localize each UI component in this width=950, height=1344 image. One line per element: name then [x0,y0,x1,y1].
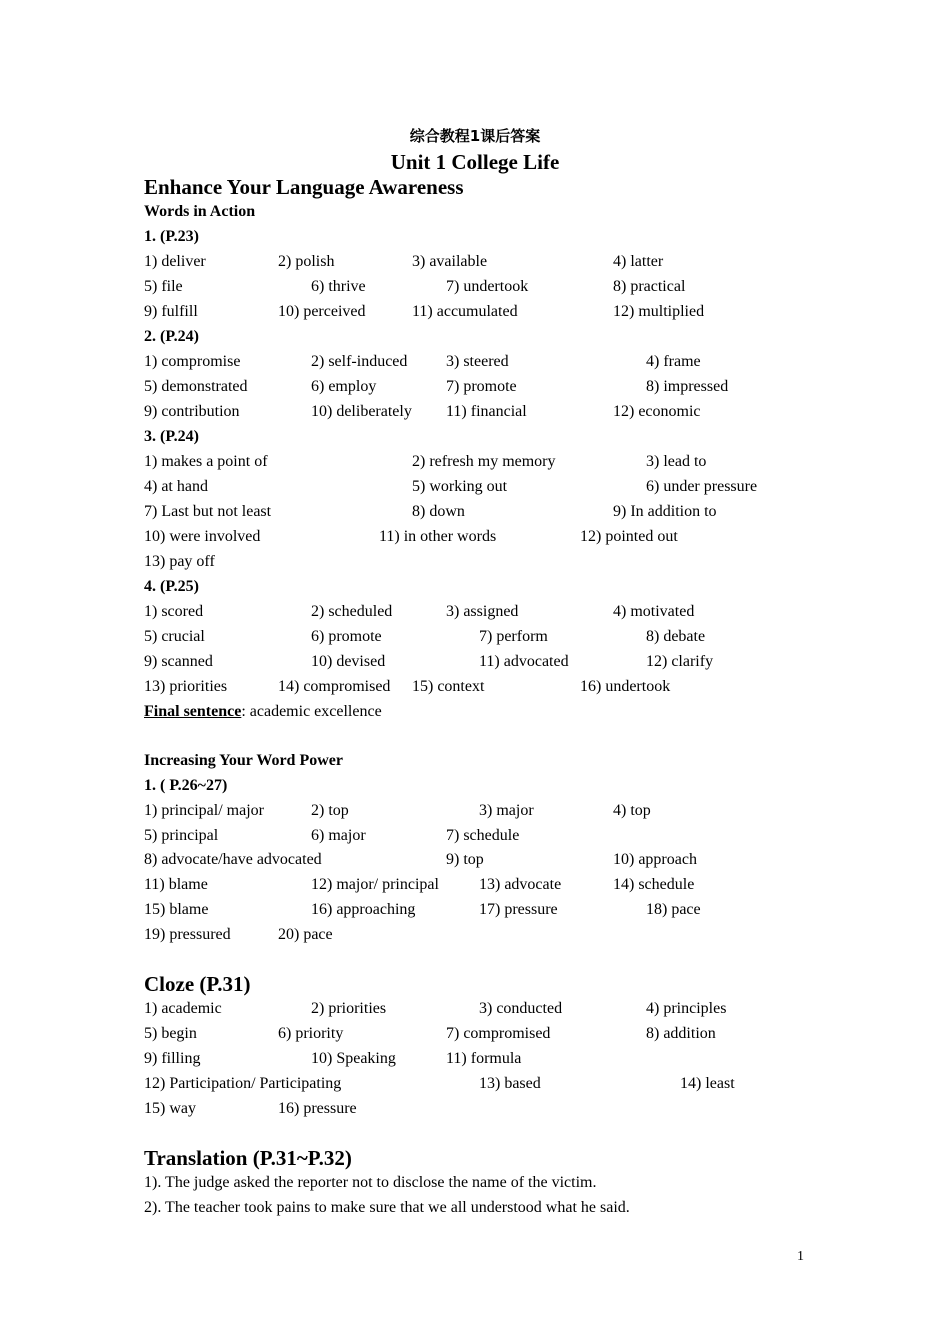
answer: 5) demonstrated [144,378,248,395]
answer: 10) deliberately [311,403,412,420]
answer: 12) Participation/ Participating [144,1075,342,1092]
answer: 2) polish [278,253,335,270]
answer: 1) compromise [144,353,241,370]
answer-row [0,922,950,947]
answer: 4) principles [646,1000,727,1017]
answer: 13) pay off [144,553,215,570]
answer: 5) working out [412,478,508,495]
answer: 9) contribution [144,403,240,420]
answer: 12) clarify [646,653,714,670]
answer: 12) major/ principal [311,876,439,893]
page-number: 1 [797,1249,804,1264]
answer: 4) frame [646,353,701,370]
translation-text: 2). The teacher took pains to make sure that we all understood what he said. [144,1199,630,1216]
answer-row [0,1096,950,1121]
answer: 2) priorities [311,1000,387,1017]
answer: 11) accumulated [412,303,518,320]
answer-row [0,249,950,274]
answer: 15) blame [144,901,209,918]
answer: 11) financial [446,403,527,420]
unit-title: Unit 1 College Life [390,150,560,174]
answer: 1) academic [144,1000,222,1017]
answer: 2) top [311,802,349,819]
exercise-label [0,773,950,798]
answer: 11) in other words [379,528,497,545]
answer: 5) file [144,278,183,295]
answer: 6) priority [278,1025,344,1042]
answer: 18) pace [646,901,701,918]
answer: 8) addition [646,1025,716,1042]
answer: 11) blame [144,876,208,893]
answer: 10) devised [311,653,386,670]
answer: 10) were involved [144,528,261,545]
answer-row [0,1021,950,1046]
answer-row [0,798,950,823]
answer: 9) top [446,851,484,868]
answer: 12) economic [613,403,701,420]
answer-row [0,674,950,699]
answer: 11) formula [446,1050,522,1067]
answer: 7) compromised [446,1025,551,1042]
exercise-label [0,324,950,349]
answer: 6) employ [311,378,377,395]
answer: 3) lead to [646,453,707,470]
answer: 13) priorities [144,678,228,695]
answer: 3) conducted [479,1000,563,1017]
answer-row [0,274,950,299]
answer-row [0,823,950,848]
answer: 16) approaching [311,901,416,918]
answer-row [0,1046,950,1071]
answer: 8) practical [613,278,686,295]
answer: 2) scheduled [311,603,393,620]
answer: 7) perform [479,628,548,645]
subheading-text: Increasing Your Word Power [144,752,343,769]
answer: 9) filling [144,1050,201,1067]
answer: 8) advocate/have advocated [144,851,322,868]
answer: 9) fulfill [144,303,198,320]
answer-row [0,374,950,399]
answer-row [0,299,950,324]
answer: 8) down [412,503,465,520]
section-heading-enhance: Enhance Your Language Awareness [144,175,464,199]
translation-text: 1). The judge asked the reporter not to disclose the name of the victim. [144,1174,597,1191]
answer: 16) undertook [580,678,671,695]
answer: 4) latter [613,253,664,270]
answer: 3) available [412,253,488,270]
answer: 1) scored [144,603,204,620]
answer: 5) crucial [144,628,205,645]
answer: 1) principal/ major [144,802,264,819]
answer: 13) based [479,1075,541,1092]
answer-row [0,524,950,549]
exercise-label-text: 3. (P.24) [144,428,199,445]
answer-row [0,499,950,524]
translation-line [0,1170,950,1195]
answer-row [0,349,950,374]
answer-row [0,897,950,922]
answer: 4) motivated [613,603,695,620]
subheading-increasing [0,748,950,773]
exercise-label [0,424,950,449]
section-heading-cloze: Cloze (P.31) [144,972,251,996]
answer: 13) advocate [479,876,562,893]
answer: 12) pointed out [580,528,678,545]
answer: 8) impressed [646,378,729,395]
answer: 1) makes a point of [144,453,268,470]
answer: 11) advocated [479,653,569,670]
subheading-words-in-action [0,199,950,224]
final-sentence-label: Final sentence [144,703,242,720]
answer-row [0,599,950,624]
exercise-label-text: 4. (P.25) [144,578,199,595]
answer: 12) multiplied [613,303,705,320]
answer-row [0,996,950,1021]
answer-row [0,399,950,424]
exercise-label [0,224,950,249]
answer-row [0,549,950,574]
answer: 14) least [680,1075,735,1092]
exercise-label-text: 1. ( P.26~27) [144,777,228,794]
answer: 10) perceived [278,303,366,320]
answer-row [0,649,950,674]
exercise-label [0,574,950,599]
final-sentence [144,699,382,724]
answer-row [0,449,950,474]
answer: 4) top [613,802,651,819]
answer: 6) major [311,827,366,844]
answer: 20) pace [278,926,333,943]
answer: 14) schedule [613,876,695,893]
exercise-label-text: 2. (P.24) [144,328,199,345]
final-sentence-value: : academic excellence [241,703,382,720]
answer: 19) pressured [144,926,231,943]
subheading-text: Words in Action [144,203,256,220]
answer: 8) debate [646,628,706,645]
answer: 7) Last but not least [144,503,272,520]
answer: 10) approach [613,851,697,868]
answer: 3) major [479,802,534,819]
answer: 6) thrive [311,278,366,295]
answer: 7) undertook [446,278,529,295]
answer: 5) begin [144,1025,197,1042]
answer: 2) refresh my memory [412,453,556,470]
answer: 2) self-induced [311,353,408,370]
answer-row [0,474,950,499]
answer: 17) pressure [479,901,558,918]
answer: 9) In addition to [613,503,717,520]
answer: 15) way [144,1100,196,1117]
answer: 3) steered [446,353,509,370]
exercise-label-text: 1. (P.23) [144,228,199,245]
final-sentence-row [0,699,950,724]
answer: 4) at hand [144,478,208,495]
answer: 3) assigned [446,603,519,620]
section-heading-translation: Translation (P.31~P.32) [144,1146,352,1170]
answer: 7) promote [446,378,517,395]
answer-row [0,1071,950,1096]
answer: 14) compromised [278,678,391,695]
answer-row [0,624,950,649]
answer: 16) pressure [278,1100,357,1117]
answer-row [0,872,950,897]
answer: 10) Speaking [311,1050,396,1067]
answer: 9) scanned [144,653,213,670]
chinese-title: 综合教程1课后答案 [409,127,541,145]
answer: 6) under pressure [646,478,758,495]
answer: 1) deliver [144,253,206,270]
answer: 6) promote [311,628,382,645]
answer: 7) schedule [446,827,520,844]
translation-line [0,1195,950,1220]
answer: 5) principal [144,827,219,844]
answer: 15) context [412,678,485,695]
answer-row [0,847,950,872]
